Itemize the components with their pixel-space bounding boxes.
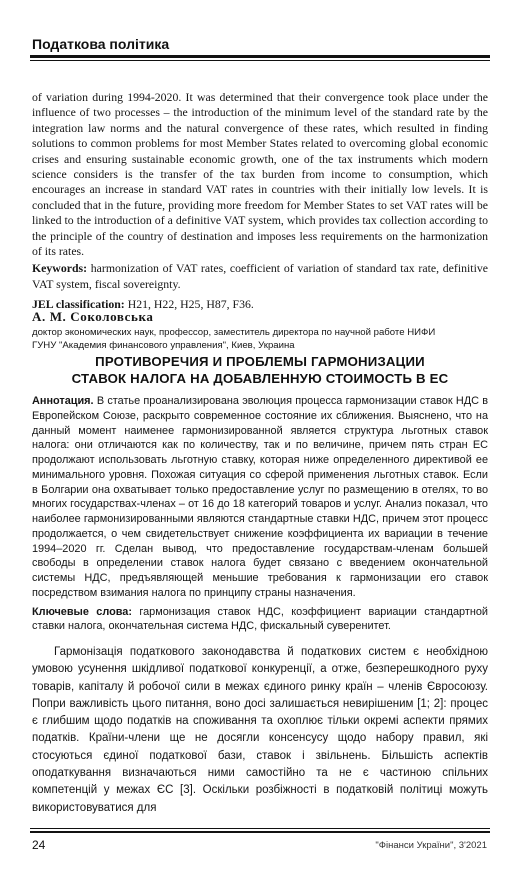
english-keywords <box>32 261 488 292</box>
english-abstract-text: of variation during 1994-2020. It was determined that their convergence took place under the influence of two processes – the introduction of the minimum level of the standard rate by the integration law norms and the natural convergence of these rates, which resulted in finding solutions to common problems for most Member States related to overcoming global economic crises and ensuring sustainable economic growth, one of the tax instruments which modern science considers is the transfer of the tax burden from income to consumption, which encourages an increase in standard VAT rates in countries with their initially low levels. It is concluded that in the future, providing more freedom for Member States to set VAT rates will be linked to the introduction of a definitive VAT system, which provides tax collection according to the principle of the country of destination and imposes less requirements on the harmonization of its rates. <box>32 90 488 259</box>
article-title-line-2: СТАВОК НАЛОГА НА ДОБАВЛЕННУЮ СТОИМОСТЬ В ЕС <box>71 371 449 386</box>
section-header: Податкова політика <box>32 36 170 52</box>
article-title-line-1: ПРОТИВОРЕЧИЯ И ПРОБЛЕМЫ ГАРМОНИЗАЦИИ <box>95 354 425 369</box>
header-rule <box>30 55 490 58</box>
russian-abstract-text <box>32 394 488 601</box>
journal-name: "Фінанси України", 3'2021 <box>375 840 487 851</box>
body-paragraph: Гармонізація податкового законодавства й податкових систем є необхідною умовою усунення шкідливої податкової конкуренції, а отже, безперешкодного руху товарів, капіталу й робочої сили в межах єдиного ринку країн – членів Євросоюзу. Попри важливість цього питання, воно досі залишається невирішеним [1; 2]: процес є глибшим щодо податків на споживання та охоплює тільки окремі аспекти прямих податків. Країни-члени ще не досягли консенсусу щодо набору правил, які стосуються єдиної податкової бази, ставок і звільнень. Більшість аспектів оподаткування визначаються ними самостійно та не є частиною спільних компетенцій у межах ЄС [3]. Оскільки розбіжності в податковій політиці можуть використовуватися для <box>32 646 488 814</box>
keywords-text: harmonization of VAT rates, coefficient of variation of standard tax rate, definitive VAT system, fiscal sovereignty. <box>32 261 488 291</box>
article-title <box>32 353 488 387</box>
ru-keywords-text: гармонизация ставок НДС, коэффициент вариации стандартной ставки налога, окончательная система НДС, фискальный суверенитет. <box>32 605 488 633</box>
author-affiliation-2: ГУНУ "Академия финансового управления", Киев, Украина <box>32 339 295 351</box>
body-text <box>32 644 488 817</box>
annotation-label: Аннотация. <box>32 395 94 407</box>
header-rule-thin <box>30 60 490 61</box>
ru-keywords-label: Ключевые слова: <box>32 605 132 618</box>
author-affiliation-1: доктор экономических наук, профессор, заместитель директора по научной работе НИФИ <box>32 327 436 338</box>
author-block <box>32 309 488 352</box>
annotation-text: В статье проанализирована эволюция процесса гармонизации ставок НДС в Европейском Союзе, раскрыто современное состояние их сближения. Выяснено, что на данный момент наименее гармонизированной является структура льготных ставок налога: они отличаются как по количеству, так и по величине, причем пять стран ЕС продолжают использовать льготную ставку, которая ниже определенного директивой ее минимального уровня. Похожая ситуация со сферой применения льготных ставок. Если в Болгарии она охватывает только предоставление услуг по размещению в отелях, то во многих государствах-членах – от 16 до 18 категорий товаров и услуг. Анализ показал, что наиболее гармонизированными являются стандартные ставки НДС, причем этот процесс продолжается, о чем свидетельствует снижение коэффициента их вариации в течение 1994–2020 гг. Сделан вывод, что предоставление государствам-членам большей свободы в определении ставок налога будет связано с введением окончательной системы НДС, предъявляющей меньшие требования к гармонизации его ставок посредством взимания налога по принципу страны назначения. <box>32 395 488 599</box>
english-abstract <box>32 90 488 313</box>
jel-text: H21, H22, H25, H87, F36. <box>124 297 254 312</box>
footer-rule-thick <box>30 831 490 833</box>
footer-rule <box>30 828 490 829</box>
author-name: А. М. Соколовська <box>32 309 154 324</box>
keywords-label: Keywords: <box>32 261 88 276</box>
page-number: 24 <box>32 838 46 852</box>
russian-abstract <box>32 394 488 634</box>
jel-label: JEL classification: <box>32 297 125 312</box>
russian-keywords <box>32 605 488 635</box>
